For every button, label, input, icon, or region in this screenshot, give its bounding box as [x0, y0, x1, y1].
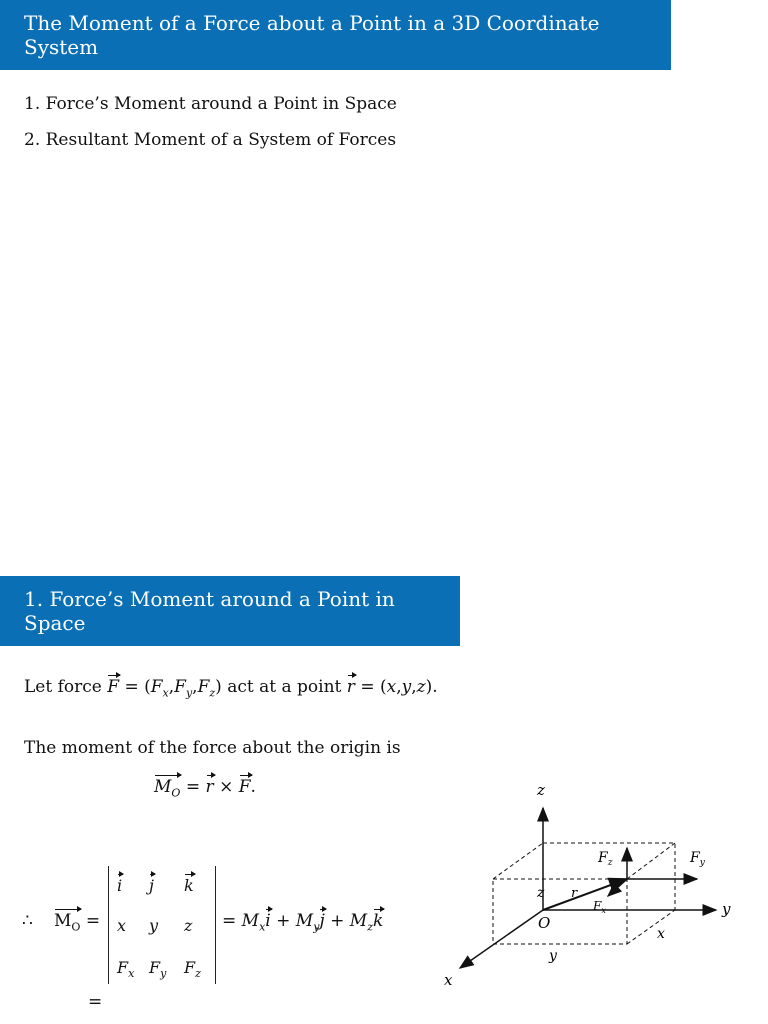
moment-sentence: The moment of the force about the origin is [24, 738, 401, 758]
r-vector [543, 879, 627, 910]
determinant-matrix [108, 866, 216, 984]
coord: z [416, 677, 426, 697]
dashed-box [493, 843, 675, 944]
page-title: The Moment of a Force about a Point in a 3D Coordinate System [24, 11, 600, 59]
force-symbol: F [197, 677, 210, 697]
moment-lhs [54, 911, 100, 933]
z-axis-label: z [537, 781, 545, 799]
force-definition [24, 677, 438, 699]
force-symbol: F [174, 677, 186, 697]
equals-sign: = [185, 777, 201, 797]
coord: y [401, 677, 412, 697]
x-dimension-label: x [657, 926, 665, 942]
x-axis [460, 910, 543, 968]
equals-sign: = [124, 677, 139, 697]
equals-sign: = [360, 677, 375, 697]
equals-sign: = [85, 911, 101, 931]
moment-equation [154, 777, 256, 799]
y-dimension-label: y [549, 948, 557, 964]
section-banner [0, 576, 460, 646]
subscript: x [162, 686, 169, 700]
plus-sign: + [276, 911, 291, 931]
force-vector: F [238, 777, 251, 797]
unit-k: k [184, 876, 194, 895]
toc-item-2[interactable]: 2. Resultant Moment of a System of Forces [24, 130, 397, 150]
moment-components: = $M_xi + M_yj + M_zk$ [222, 911, 384, 934]
comma: , [192, 677, 198, 697]
title-banner [0, 0, 671, 70]
therefore-sign: ∴ [22, 911, 33, 931]
comma: , [168, 677, 175, 697]
period: . [250, 777, 256, 797]
unit-i: i [117, 876, 123, 895]
moment-vector: $M_O$ [54, 911, 81, 934]
coordinate-figure [430, 770, 750, 1000]
paren: ( [144, 677, 151, 697]
continuation-equals: = [88, 992, 103, 1012]
unit-j: j [149, 876, 154, 895]
cell-fx: $F_x$ [117, 958, 135, 981]
subscript: y [185, 686, 193, 700]
force-symbol: F [150, 677, 163, 697]
unit-k: k [373, 911, 384, 931]
unit-j: j [319, 911, 325, 931]
equals-sign: = [222, 911, 237, 931]
position-vector: r [205, 777, 214, 797]
period: . [432, 677, 438, 697]
plus-sign: + [330, 911, 345, 931]
cross-sign: × [219, 777, 234, 797]
moment-vector: $M_O$ [154, 777, 181, 800]
paren: ( [379, 677, 387, 697]
cell-y: y [149, 916, 159, 935]
origin-label: O [538, 914, 551, 932]
let-force-text: Let force [24, 677, 102, 697]
fz-label: $F_z$ [598, 850, 613, 868]
z-dimension-label: z [537, 885, 545, 901]
fx-label: $F_x$ [593, 899, 606, 915]
comma: , [396, 677, 402, 697]
comma: , [411, 677, 417, 697]
cell-fz: $F_z$ [184, 958, 201, 981]
position-vector: r [346, 677, 355, 697]
force-vector: F [107, 677, 120, 697]
fy-label: $F_y$ [690, 850, 705, 868]
section-heading: 1. Force’s Moment around a Point in Space [24, 587, 395, 635]
cell-z: z [184, 916, 193, 935]
cell-fy: $F_y$ [149, 958, 167, 981]
x-axis-label: x [444, 971, 453, 989]
toc-item-1[interactable]: 1. Force’s Moment around a Point in Space [24, 94, 397, 114]
paren: ) [425, 677, 433, 697]
cell-x: x [117, 916, 127, 935]
unit-i: i [265, 911, 271, 931]
coord: x [386, 677, 397, 697]
r-label: r [571, 886, 578, 901]
y-axis-label: y [722, 900, 731, 918]
act-at-text: act at a point [227, 677, 342, 697]
subscript: z [209, 686, 216, 700]
paren: ) [215, 677, 222, 697]
